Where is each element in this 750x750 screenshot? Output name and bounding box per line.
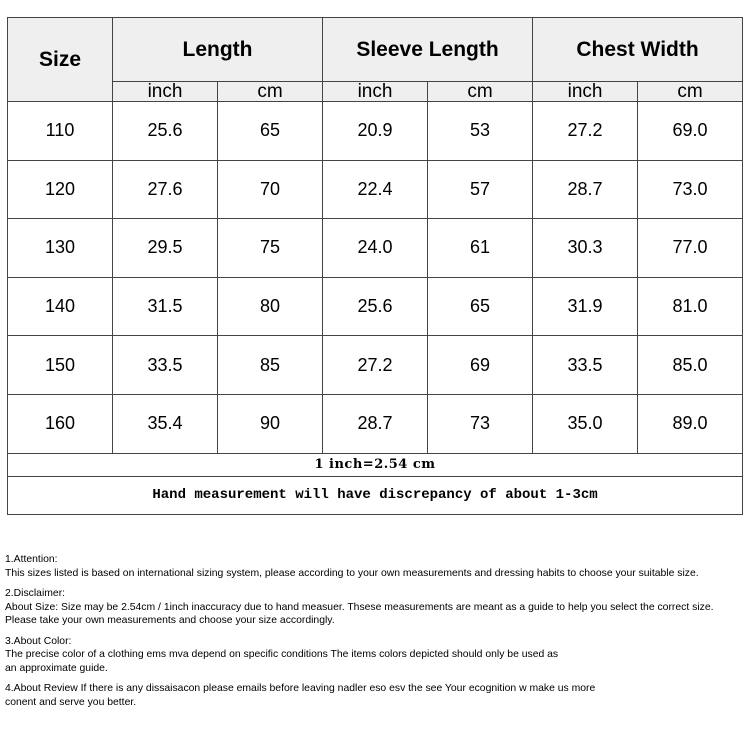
cell-chest-cm: 69.0 (638, 102, 743, 161)
unit-sleeve-cm: cm (428, 82, 533, 102)
note-title: 3.About Color: (5, 635, 72, 647)
notes-section (5, 553, 747, 716)
cell-size: 150 (8, 336, 113, 395)
cell-length-inch: 31.5 (113, 277, 218, 336)
cell-chest-inch: 28.7 (533, 160, 638, 219)
note-line: 4.About Review If there is any dissaisacon please emails before leaving nadler eso esv the see Your ecognition w make us more (5, 683, 596, 694)
header-row (8, 18, 743, 82)
cell-chest-cm: 85.0 (638, 336, 743, 395)
cell-size: 130 (8, 219, 113, 278)
cell-sleeve-inch: 20.9 (323, 102, 428, 161)
cell-chest-cm: 77.0 (638, 219, 743, 278)
cell-length-cm: 70 (218, 160, 323, 219)
note-line: The precise color of a clothing ems mva depend on specific conditions The items colors depicted should only be used as (5, 649, 559, 660)
cell-chest-cm: 73.0 (638, 160, 743, 219)
conversion-row (8, 453, 743, 476)
table-row (8, 336, 743, 395)
header-length: Length (113, 18, 323, 82)
unit-row (8, 82, 743, 102)
table-row (8, 160, 743, 219)
note-block (5, 682, 747, 709)
cell-size: 110 (8, 102, 113, 161)
note-line: an approximate guide. (5, 662, 108, 674)
cell-sleeve-cm: 61 (428, 219, 533, 278)
discrepancy-note: Hand measurement will have discrepancy of about 1-3cm (8, 476, 743, 514)
table-row (8, 102, 743, 161)
table-row (8, 219, 743, 278)
note-title: 2.Disclaimer: (5, 588, 66, 599)
cell-sleeve-cm: 73 (428, 394, 533, 453)
cell-chest-inch: 35.0 (533, 394, 638, 453)
table-row (8, 394, 743, 453)
cell-length-inch: 29.5 (113, 219, 218, 278)
note-line: conent and serve you better. (5, 696, 137, 708)
table-row (8, 277, 743, 336)
unit-sleeve-inch: inch (323, 82, 428, 102)
note-block (5, 587, 747, 628)
cell-size: 120 (8, 160, 113, 219)
cell-sleeve-inch: 25.6 (323, 277, 428, 336)
cell-sleeve-cm: 65 (428, 277, 533, 336)
conversion-note: 1 inch=2.54 cm (8, 453, 743, 476)
unit-length-inch: inch (113, 82, 218, 102)
note-line: This sizes listed is based on international sizing system, please according to your own measurements and dressing habits to choose your suitable size. (5, 567, 699, 579)
unit-chest-inch: inch (533, 82, 638, 102)
unit-length-cm: cm (218, 82, 323, 102)
note-line: About Size: Size may be 2.54cm / 1inch inaccuracy due to hand measuer. Thsese measurements are meant as a guide to help you select the correct size. (5, 601, 714, 613)
cell-sleeve-cm: 53 (428, 102, 533, 161)
cell-length-inch: 25.6 (113, 102, 218, 161)
cell-length-cm: 65 (218, 102, 323, 161)
unit-chest-cm: cm (638, 82, 743, 102)
cell-sleeve-cm: 69 (428, 336, 533, 395)
header-chest-width: Chest Width (533, 18, 743, 82)
note-block (5, 635, 747, 676)
note-block (5, 553, 747, 580)
size-chart-table (7, 17, 743, 515)
cell-chest-cm: 81.0 (638, 277, 743, 336)
cell-length-inch: 33.5 (113, 336, 218, 395)
cell-chest-inch: 33.5 (533, 336, 638, 395)
discrepancy-row (8, 476, 743, 514)
note-line: Please take your own measurements and choose your size accordingly. (5, 615, 335, 626)
cell-chest-inch: 30.3 (533, 219, 638, 278)
cell-length-cm: 80 (218, 277, 323, 336)
cell-sleeve-inch: 27.2 (323, 336, 428, 395)
note-title: 1.Attention: (5, 554, 58, 565)
cell-length-cm: 90 (218, 394, 323, 453)
size-rows (8, 102, 743, 454)
cell-sleeve-inch: 22.4 (323, 160, 428, 219)
cell-size: 160 (8, 394, 113, 453)
cell-length-inch: 27.6 (113, 160, 218, 219)
header-sleeve-length: Sleeve Length (323, 18, 533, 82)
cell-length-inch: 35.4 (113, 394, 218, 453)
cell-sleeve-inch: 28.7 (323, 394, 428, 453)
cell-length-cm: 85 (218, 336, 323, 395)
cell-chest-inch: 31.9 (533, 277, 638, 336)
header-size: Size (8, 18, 113, 102)
cell-sleeve-inch: 24.0 (323, 219, 428, 278)
cell-chest-cm: 89.0 (638, 394, 743, 453)
cell-sleeve-cm: 57 (428, 160, 533, 219)
cell-chest-inch: 27.2 (533, 102, 638, 161)
cell-size: 140 (8, 277, 113, 336)
cell-length-cm: 75 (218, 219, 323, 278)
